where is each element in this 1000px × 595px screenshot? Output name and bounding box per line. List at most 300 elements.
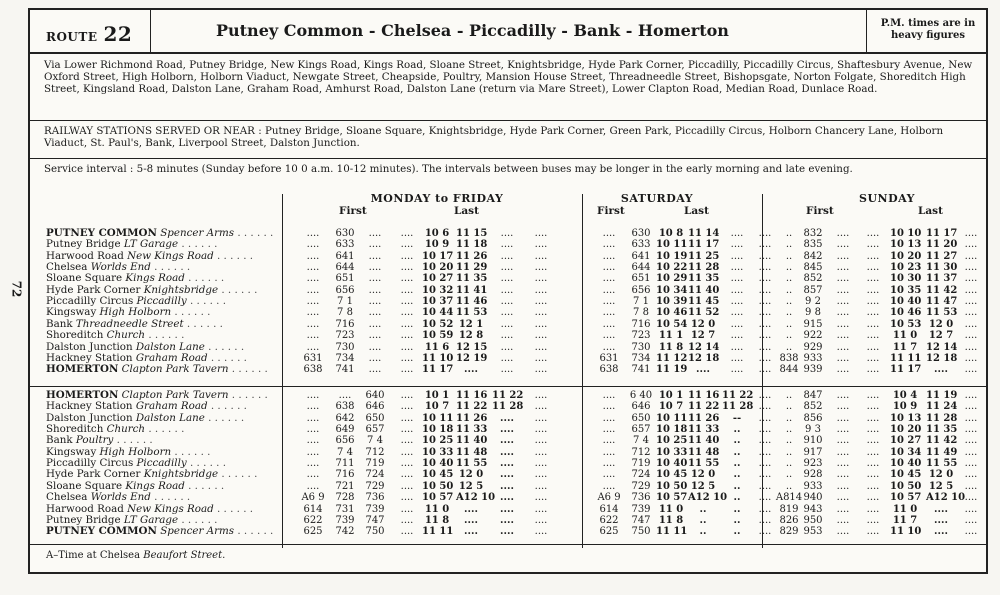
via-paragraph: Via Lower Richmond Road, Putney Bridge, New Kings Road, Kings Road, Sloane Street, Knightsbridge, Hyde Park Corner, Piccadilly, Piccadilly Circus, Shaftesbury Avenue, New Oxford Street, High Holborn, Holborn Viaduct, Newgate Street, Cheapside, Poultry, Mansion House Street, Threadneedle Street, Bishopsgate, Norton Folgate, Shoreditch High Street, Kingsland Road, Dalston Lane, Graham Road, Amhurst Road, Dalston Lane (return via Mare Street), Lower Clapton Road, Median Road, Dunlace Road. <box>44 59 973 95</box>
time-cell: .... <box>964 364 978 376</box>
time-cell: .... <box>602 480 616 492</box>
stop-qualifier: Piccadilly <box>133 457 187 470</box>
time-cell: 845 <box>803 262 823 274</box>
time-cell: 11 8 <box>658 514 684 526</box>
time-cell: .... <box>964 492 978 504</box>
stop-qualifier: Kings Road <box>122 272 185 285</box>
time-cell: .. <box>785 262 793 274</box>
time-cell: 11 52 <box>688 307 720 319</box>
time-cell: 631 <box>303 352 323 364</box>
time-cell: 11 40 <box>688 435 720 447</box>
time-cell: 712 <box>365 446 385 458</box>
time-cell: 622 <box>303 514 323 526</box>
time-cell: .... <box>836 307 850 319</box>
time-cell: 835 <box>803 239 823 251</box>
time-cell: .... <box>758 364 772 376</box>
time-cell: .... <box>400 469 414 481</box>
time-cell: 739 <box>631 503 651 515</box>
time-cell: .... <box>964 424 978 436</box>
time-cell: .... <box>758 446 772 458</box>
time-cell: .... <box>758 424 772 436</box>
time-cell: 10 22 <box>656 262 688 274</box>
time-cell: .... <box>964 228 978 239</box>
time-cell: 6 40 <box>629 390 653 401</box>
stop-name: Hyde Park Corner Knightsbridge . . . . . . <box>46 468 258 481</box>
time-cell: .... <box>400 401 414 413</box>
stop-name: Chelsea Worlds End . . . . . . <box>46 261 191 274</box>
stop-place: Shoreditch <box>46 329 104 342</box>
time-cell: 11 0 <box>892 503 918 515</box>
time-cell: 12 5 <box>690 480 716 492</box>
time-cell: .... <box>500 469 514 481</box>
time-cell: 9 3 <box>805 424 821 436</box>
time-cell: 641 <box>631 250 651 262</box>
time-cell: 640 <box>365 390 385 401</box>
time-cell: 11 55 <box>456 458 488 470</box>
time-cell: 716 <box>335 318 355 330</box>
stop-place: Shoreditch <box>46 423 104 436</box>
time-cell: 651 <box>335 273 355 285</box>
time-cell: .... <box>836 228 850 239</box>
time-cell: .... <box>368 341 382 353</box>
time-cell: 11 18 <box>456 239 488 251</box>
time-cell: 12 15 <box>456 341 488 353</box>
time-cell: 10 45 <box>890 469 922 481</box>
time-cell: .... <box>866 228 880 239</box>
time-cell: 11 49 <box>926 446 958 458</box>
time-cell: .... <box>602 446 616 458</box>
time-cell: .. <box>733 446 741 458</box>
time-cell: 656 <box>335 284 355 296</box>
time-cell: .... <box>730 364 744 376</box>
time-cell: .... <box>866 492 880 504</box>
time-cell: 11 20 <box>926 239 958 251</box>
time-cell: .... <box>500 480 514 492</box>
time-cell: .... <box>534 503 548 515</box>
time-cell: 11 47 <box>926 296 958 308</box>
time-cell: 656 <box>335 435 355 447</box>
time-cell: .... <box>866 480 880 492</box>
time-cell: 856 <box>803 412 823 424</box>
time-cell: 10 1 <box>424 390 450 401</box>
time-cell: .... <box>866 330 880 342</box>
time-cell: .... <box>836 364 850 376</box>
time-cell: .... <box>306 390 320 401</box>
time-cell: .... <box>400 296 414 308</box>
time-cell: .... <box>500 330 514 342</box>
time-cell: .... <box>964 469 978 481</box>
stop-name: Putney Bridge LT Garage . . . . . . <box>46 513 218 526</box>
time-cell: 10 7 <box>424 401 450 413</box>
time-cell: 12 7 <box>928 330 954 342</box>
time-cell: .. <box>785 284 793 296</box>
time-cell: 11 17 <box>926 228 958 239</box>
time-cell: 10 46 <box>890 307 922 319</box>
time-cell: .... <box>730 330 744 342</box>
time-cell: 11 22 <box>456 401 488 413</box>
time-cell: .... <box>306 284 320 296</box>
time-cell: .... <box>602 273 616 285</box>
railway-stations-paragraph: RAILWAY STATIONS SERVED OR NEAR : Putney Bridge, Sloane Square, Knightsbridge, Hyde Park Corner, Green Park, Piccadilly Circus, Holborn Chancery Lane, Holborn Viaduct, St. Paul's, Bank, Liverpool Street, Dalston Junction. <box>44 125 944 149</box>
stop-name: Dalston Junction Dalston Lane . . . . . . <box>46 411 245 424</box>
time-cell: .... <box>306 341 320 353</box>
time-cell: 11 16 <box>456 390 488 401</box>
time-cell: .... <box>500 318 514 330</box>
time-cell: 11 30 <box>926 262 958 274</box>
time-cell: .... <box>866 390 880 401</box>
timetable-grid <box>42 190 978 550</box>
time-cell: .. <box>785 228 793 239</box>
time-cell: 953 <box>803 526 823 538</box>
time-cell: 11 48 <box>456 446 488 458</box>
time-cell: .... <box>534 330 548 342</box>
stop-name: Harwood Road New Kings Road . . . . . . <box>46 502 254 515</box>
time-cell: 644 <box>335 262 355 274</box>
stop-qualifier: Knightsbridge <box>140 468 219 481</box>
time-cell: 10 50 <box>890 480 922 492</box>
time-cell: .... <box>534 424 548 436</box>
time-cell: .. <box>733 435 741 447</box>
time-cell: .... <box>500 492 514 504</box>
stop-place: Harwood Road <box>46 502 124 515</box>
time-cell: .. <box>733 503 741 515</box>
time-cell: .... <box>400 458 414 470</box>
time-cell: 730 <box>335 341 355 353</box>
time-cell: .... <box>534 318 548 330</box>
time-cell: .... <box>306 318 320 330</box>
time-cell: .... <box>602 330 616 342</box>
stop-qualifier: Graham Road <box>132 351 208 364</box>
time-cell: .... <box>534 341 548 353</box>
time-cell: .... <box>368 364 382 376</box>
time-cell: 11 0 <box>658 503 684 515</box>
time-cell: .... <box>602 412 616 424</box>
stop-name: Shoreditch Church . . . . . . <box>46 329 185 342</box>
time-cell: .... <box>400 352 414 364</box>
time-cell: .... <box>306 228 320 239</box>
time-cell: 10 54 <box>656 318 688 330</box>
time-cell: .... <box>500 228 514 239</box>
stop-name: Hyde Park Corner Knightsbridge . . . . . . <box>46 283 258 296</box>
stop-place: PUTNEY COMMON <box>46 227 157 239</box>
stop-name: Harwood Road New Kings Road . . . . . . <box>46 249 254 262</box>
time-cell: 10 35 <box>890 284 922 296</box>
time-cell: .... <box>730 262 744 274</box>
time-cell: 11 17 <box>422 364 454 376</box>
time-cell: .... <box>836 469 850 481</box>
stop-qualifier: Clapton Park Tavern <box>118 389 229 401</box>
stop-qualifier: Spencer Arms <box>156 525 235 538</box>
time-cell: .... <box>400 503 414 515</box>
time-cell: .... <box>534 296 548 308</box>
time-cell: 650 <box>631 412 651 424</box>
time-cell: .... <box>730 284 744 296</box>
time-cell: .. <box>785 250 793 262</box>
time-cell: .... <box>306 401 320 413</box>
time-cell: .... <box>400 273 414 285</box>
time-cell: .... <box>602 435 616 447</box>
time-cell: .... <box>866 239 880 251</box>
stop-place: Hyde Park Corner <box>46 283 141 296</box>
time-cell: .... <box>836 446 850 458</box>
time-cell: .... <box>964 352 978 364</box>
time-cell: A12 10 <box>456 492 496 504</box>
time-cell: .... <box>866 284 880 296</box>
stop-place: Chelsea <box>46 261 88 274</box>
time-cell: .... <box>758 273 772 285</box>
stop-name: Piccadilly Circus Piccadilly . . . . . . <box>46 457 226 470</box>
stop-qualifier: Dalston Lane <box>132 340 205 353</box>
time-cell: .... <box>836 492 850 504</box>
time-cell: .... <box>534 401 548 413</box>
time-cell: .... <box>602 341 616 353</box>
time-cell: 11 40 <box>456 435 488 447</box>
time-cell: .... <box>306 412 320 424</box>
time-cell: .... <box>602 424 616 436</box>
mf-last-label: Last <box>454 205 479 217</box>
time-cell: .... <box>836 480 850 492</box>
time-cell: 11 22 <box>688 401 720 413</box>
time-cell: 630 <box>631 228 651 239</box>
time-cell: .... <box>306 424 320 436</box>
time-cell: .... <box>836 296 850 308</box>
time-cell: .... <box>368 307 382 319</box>
time-cell: 11 41 <box>456 284 488 296</box>
stop-place: Bank <box>46 434 73 447</box>
time-cell: .. <box>785 412 793 424</box>
time-cell: 10 57 <box>656 492 688 504</box>
time-cell: 11 53 <box>926 307 958 319</box>
time-cell: .... <box>464 364 478 376</box>
time-cell: .... <box>400 446 414 458</box>
time-cell: 10 40 <box>890 458 922 470</box>
time-cell: .... <box>368 262 382 274</box>
time-cell: 11 45 <box>688 296 720 308</box>
stop-name: Putney Bridge LT Garage . . . . . . <box>46 238 218 251</box>
time-cell: 12 5 <box>458 480 484 492</box>
time-cell: .... <box>602 239 616 251</box>
time-cell: A6 9 <box>597 492 621 504</box>
stop-name: Sloane Square Kings Road . . . . . . <box>46 479 225 492</box>
time-cell: .... <box>964 296 978 308</box>
time-cell: .... <box>836 435 850 447</box>
time-cell: .... <box>534 435 548 447</box>
time-cell: .... <box>730 352 744 364</box>
time-cell: 10 46 <box>656 307 688 319</box>
time-cell: 9 2 <box>805 296 821 308</box>
time-cell: .... <box>602 307 616 319</box>
time-cell: 11 24 <box>926 401 958 413</box>
time-cell: 657 <box>365 424 385 436</box>
time-cell: .... <box>836 330 850 342</box>
time-cell: 10 29 <box>656 273 688 285</box>
time-cell: 12 7 <box>690 330 716 342</box>
time-cell: 10 33 <box>422 446 454 458</box>
time-cell: .... <box>866 401 880 413</box>
time-cell: 915 <box>803 318 823 330</box>
time-cell: .... <box>368 273 382 285</box>
time-cell: .... <box>368 318 382 330</box>
time-cell: .... <box>400 514 414 526</box>
time-cell: .... <box>866 514 880 526</box>
time-cell: 630 <box>335 228 355 239</box>
stop-name: Shoreditch Church . . . . . . <box>46 423 185 436</box>
time-cell: 731 <box>335 503 355 515</box>
time-cell: 11 1 <box>658 330 684 342</box>
time-cell: 11 35 <box>926 424 958 436</box>
time-cell: 10 40 <box>890 296 922 308</box>
time-cell: .... <box>866 412 880 424</box>
time-cell: A12 10 <box>926 492 966 504</box>
time-cell: 11 28 <box>492 401 524 413</box>
time-cell: .... <box>866 503 880 515</box>
time-cell: .... <box>866 458 880 470</box>
time-cell: .... <box>306 435 320 447</box>
time-cell: 10 8 <box>658 228 684 239</box>
time-cell: .... <box>934 526 948 538</box>
time-cell: 11 28 <box>722 401 754 413</box>
time-cell: 857 <box>803 284 823 296</box>
time-cell: 11 29 <box>456 262 488 274</box>
time-cell: 838 <box>779 352 799 364</box>
time-cell: .. <box>733 526 741 538</box>
time-cell: .... <box>758 469 772 481</box>
stop-qualifier: Clapton Park Tavern <box>118 363 229 376</box>
stop-qualifier: High Holborn <box>96 306 172 319</box>
time-cell: 11 55 <box>926 458 958 470</box>
time-cell: 10 20 <box>890 424 922 436</box>
time-cell: .. <box>785 330 793 342</box>
stop-place: Hackney Station <box>46 400 133 413</box>
time-cell: 10 37 <box>422 296 454 308</box>
time-cell: A12 10 <box>688 492 728 504</box>
time-cell: 741 <box>631 364 651 376</box>
time-cell: 10 18 <box>422 424 454 436</box>
stop-qualifier: Worlds End <box>87 261 151 274</box>
stop-place: Hackney Station <box>46 351 133 364</box>
time-cell: 638 <box>303 364 323 376</box>
time-cell: 939 <box>803 364 823 376</box>
time-cell: 11 26 <box>456 250 488 262</box>
time-cell: 10 25 <box>422 435 454 447</box>
time-cell: 739 <box>335 514 355 526</box>
time-cell: 750 <box>631 526 651 538</box>
time-cell: .... <box>836 341 850 353</box>
time-cell: 12 0 <box>928 318 954 330</box>
time-cell: 10 40 <box>422 458 454 470</box>
time-cell: .... <box>758 503 772 515</box>
time-cell: .... <box>368 239 382 251</box>
time-cell: .... <box>758 514 772 526</box>
time-cell: 656 <box>631 284 651 296</box>
time-cell: 10 23 <box>890 262 922 274</box>
time-cell: .... <box>758 318 772 330</box>
time-cell: .... <box>534 458 548 470</box>
time-cell: .. <box>785 480 793 492</box>
stop-place: PUTNEY COMMON <box>46 525 157 538</box>
time-cell: .. <box>785 390 793 401</box>
time-cell: .... <box>964 330 978 342</box>
time-cell: .... <box>464 503 478 515</box>
time-cell: .... <box>866 526 880 538</box>
time-cell: 928 <box>803 469 823 481</box>
time-cell: .... <box>400 435 414 447</box>
time-cell: 11 7 <box>892 341 918 353</box>
time-cell: .... <box>534 262 548 274</box>
time-cell: .... <box>534 492 548 504</box>
time-cell: 11 7 <box>892 514 918 526</box>
time-cell: 10 27 <box>422 273 454 285</box>
time-cell: .... <box>500 273 514 285</box>
time-cell: 12 0 <box>928 469 954 481</box>
day-label-saturday: SATURDAY <box>620 192 694 205</box>
time-cell: .... <box>964 435 978 447</box>
time-cell: 10 45 <box>656 469 688 481</box>
time-cell: .... <box>602 469 616 481</box>
time-cell: .... <box>400 492 414 504</box>
time-cell: 10 11 <box>656 412 688 424</box>
time-cell: .... <box>964 239 978 251</box>
time-cell: 10 17 <box>422 250 454 262</box>
stop-name: HOMERTON Clapton Park Tavern . . . . . . <box>46 389 268 401</box>
time-cell: .. <box>733 469 741 481</box>
time-cell: 10 11 <box>422 412 454 424</box>
time-cell: .... <box>306 250 320 262</box>
stop-place: Putney Bridge <box>46 513 121 526</box>
time-cell: .... <box>964 458 978 470</box>
time-cell: .... <box>964 284 978 296</box>
time-cell: 638 <box>335 401 355 413</box>
time-cell: 11 11 <box>890 352 922 364</box>
time-cell: 614 <box>303 503 323 515</box>
time-cell: 734 <box>335 352 355 364</box>
time-cell: .... <box>368 296 382 308</box>
time-cell: 950 <box>803 514 823 526</box>
time-cell: 719 <box>365 458 385 470</box>
time-cell: 12 14 <box>688 341 720 353</box>
stop-place: HOMERTON <box>46 363 119 376</box>
footnote-text: A–Time at Chelsea <box>46 550 141 561</box>
time-cell: 11 15 <box>456 228 488 239</box>
time-cell: .... <box>866 318 880 330</box>
time-cell: .... <box>758 239 772 251</box>
time-cell: .... <box>534 239 548 251</box>
time-cell: 622 <box>599 514 619 526</box>
time-cell: 724 <box>365 469 385 481</box>
time-cell: 10 25 <box>656 435 688 447</box>
stop-qualifier: Church <box>103 423 146 436</box>
time-cell: .... <box>306 307 320 319</box>
time-cell: 11 27 <box>926 250 958 262</box>
time-cell: .... <box>534 446 548 458</box>
time-cell: 11 28 <box>688 262 720 274</box>
time-cell: 910 <box>803 435 823 447</box>
time-cell: .... <box>500 250 514 262</box>
stop-place: Dalston Junction <box>46 340 133 353</box>
time-cell: .... <box>368 330 382 342</box>
time-cell: .... <box>500 307 514 319</box>
time-cell: .... <box>964 262 978 274</box>
time-cell: 633 <box>335 239 355 251</box>
time-cell: .... <box>730 318 744 330</box>
time-cell: .. <box>785 296 793 308</box>
time-cell: 11 55 <box>688 458 720 470</box>
time-cell: 747 <box>631 514 651 526</box>
time-cell: .... <box>758 296 772 308</box>
time-cell: 11 46 <box>456 296 488 308</box>
time-cell: 736 <box>365 492 385 504</box>
time-cell: .. <box>733 424 741 436</box>
